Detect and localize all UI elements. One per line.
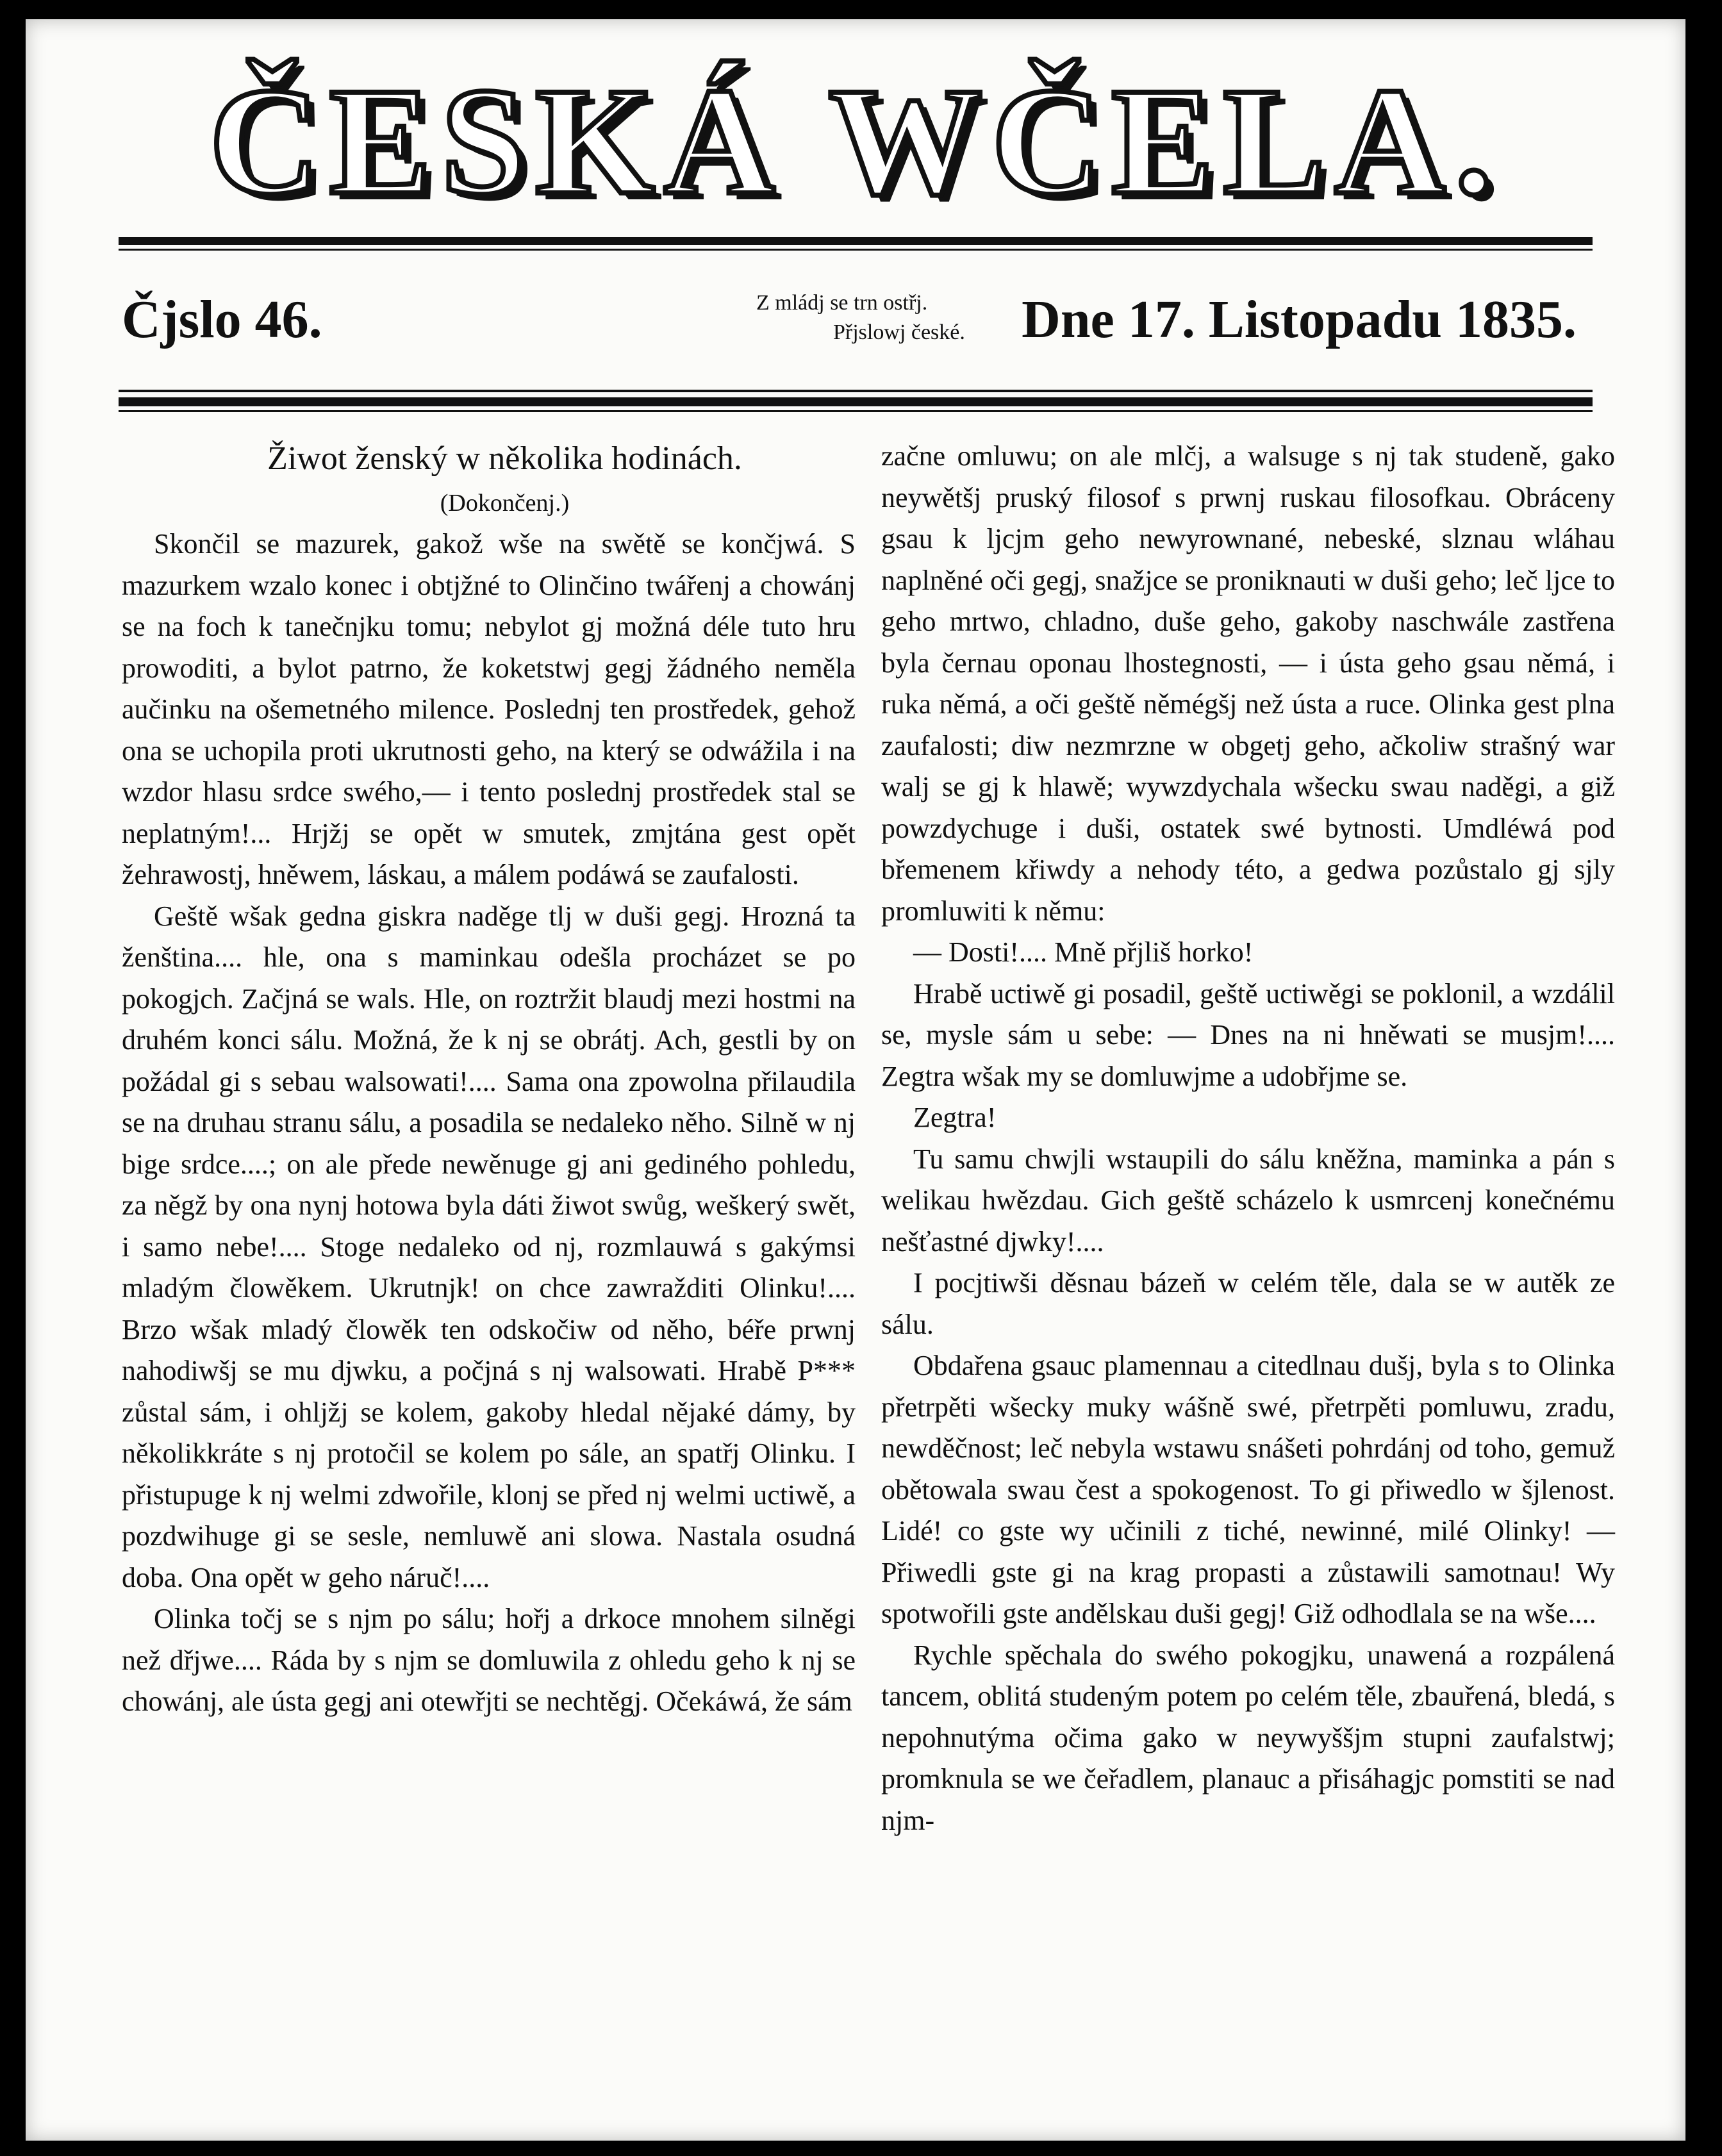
motto-line-1: Z mládj se trn ostřj.	[756, 291, 928, 315]
motto-line-2: Přjslowj české.	[833, 320, 965, 344]
paragraph: Zegtra!	[913, 1102, 997, 1133]
paragraph: I pocjtiwši děsnau bázeň w celém těle, dala se w autěk ze sálu.	[881, 1267, 1615, 1340]
header-rule-thin-top	[119, 390, 1593, 392]
newspaper-page	[26, 19, 1685, 2141]
paragraph: Tu samu chwjli wstaupili do sálu kněžna, maminka a pán s welikau hwězdau. Gich geště scházelo k usmrcenj konečnému nešťastné djwky!....	[881, 1143, 1615, 1257]
paragraph: Obdařena gsauc plamennau a citedlnau dušj, byla s to Olinka přetrpěti wšecky muky wášně swé, přetrpěti pomluwu, zradu, newděčnost; leč nebyla wstawu snášeti pohrdánj od toho, gemuž obětowala swau čest a spokogenost. To gi přiwedlo w šjlenost. Lidé! co gste wy učinili z tiché, newinné, milé Olinky! — Přiwedli gste gi na krag propasti a zůstawili samotnau! Wy spotwořili gste andělskau duši gegj! Giž odhodlala se na wše....	[881, 1350, 1615, 1629]
masthead-title: ČESKÁ WČELA.	[209, 56, 1502, 226]
masthead-rule-top-thin	[119, 249, 1593, 251]
left-column	[122, 436, 856, 1723]
paragraph: Geště wšak gedna giskra naděge tlj w duši gegj. Hrozná ta ženština.... hle, ona s maminkau odešla procházet se po pokogjch. Začjná se wals. Hle, on roztržit blaudj mezi hostmi na druhém konci sálu. Možná, že k nj se obrátj. Ach, gestli by on požádal gi s sebau walsowati!.... Sama ona zpowolna přilaudila se na druhau stranu sálu, a posadila se nedaleko něho. Silně w nj bige srdce....; on ale přede newěnuge gj ani gediného pohledu, za něgž by ona nynj hotowa byla dáti žiwot swůg, weškerý swět, i samo nebe!.... Stoge nedaleko od nj, rozmlauwá s gakýmsi mladým člowěkem. Ukrutnjk! on chce zawražditi Olinku!.... Brzo wšak mladý člowěk ten odskočiw od něho, béře prwnj nahodiwšj se mu djwku, a počjná s nj walsowati. Hrabě P*** zůstal sám, i ohljžj se kolem, gakoby hledal nějaké dámy, by několikkráte s nj protočil se kolem po sále, an spatřj Olinku. I přistupuge k nj welmi zdwořile, klonj se před nj welmi uctiwě, a pozdwihuge gi se sesle, nemluwě ani slowa. Nastala osudná doba. Ona opět w geho náruč!....	[122, 900, 856, 1593]
header-rule-thick	[119, 397, 1593, 406]
issue-date: Dne 17. Listopadu 1835.	[1022, 290, 1577, 349]
article-title: Žiwot ženský w několika hodinách.	[267, 440, 742, 477]
header-rule-thin-bottom	[119, 410, 1593, 412]
right-column	[881, 436, 1615, 1841]
issue-number: Čjslo 46.	[122, 290, 322, 349]
motto	[737, 288, 1070, 347]
paragraph: Hrabě uctiwě gi posadil, geště uctiwěgi se poklonil, a wzdálil se, mysle sám u sebe: — Dnes na ni hněwati se musjm!.... Zegtra wšak my se domluwjme a udobřjme se.	[881, 977, 1615, 1092]
paragraph: — Dosti!.... Mně přjliš horko!	[913, 936, 1254, 968]
paragraph: začne omluwu; on ale mlčj, a walsuge s nj tak studeně, gako neywětšj pruský filosof s prwnj ruskau filosofkau. Obráceny gsau k ljcjm geho newyrownané, nebeské, slznau wláhau naplněné oči gegj, snažjce se proniknauti w duši geho; leč ljce to geho mrtwo, chladno, duše geho, gakoby naschwále zastřena byla černau oponau lhostegnosti, — i ústa geho gsau němá, i ruka němá, a oči geště němégšj než ústa a ruce. Olinka gest plna zaufalosti; diw nezmrzne w obgetj geho, ačkoliw strašný war walj se gj k hlawě; wywzdychala wšecku swau naděgi, a giž powzdychuge i duši, ostatek swé bytnosti. Umdléwá pod břemenem křiwdy a nehody této, a gedwa pozůstalo gj sjly promluwiti k němu:	[881, 440, 1615, 927]
paragraph: Rychle spěchala do swého pokogjku, unawená a rozpálená tancem, oblitá studeným potem po celém těle, zbauřená, bledá, s nepohnutýma očima gako w neywyššjm stupni zaufalstwj; promknula se we čeřadlem, planauc a přisáhagjc pomstiti se nad njm-	[881, 1639, 1615, 1836]
paragraph: Skončil se mazurek, gakož wše na swětě se končjwá. S mazurkem wzalo konec i obtjžné to Olinčino twářenj a chowánj se na foch k tanečnjku tomu; nebylot gj možná déle tuto hru prowoditi, a bylot patrno, že koketstwj gegj žádného neměla aučinku na ošemetného milence. Poslednj ten prostředek, gehož ona se uchopila proti ukrutnosti geho, na který se odwážila i na wzdor hlasu srdce swého,— i tento poslednj prostředek stal se neplatným!... Hrjžj se opět w smutek, zmjtána gest opět žehrawostj, hněwem, láskau, a málem podáwá se zaufalosti.	[122, 528, 856, 891]
masthead-rule-top	[119, 237, 1593, 245]
article-subtitle: (Dokončenj.)	[440, 489, 570, 517]
paragraph: Olinka točj se s njm po sálu; hořj a drkoce mnohem silněgi než dřjwe.... Ráda by s njm se domluwila z ohledu geho k nj se chowánj, ale ústa gegj ani otewřjti se nechtěgj. Očekáwá, že sám	[122, 1603, 856, 1718]
